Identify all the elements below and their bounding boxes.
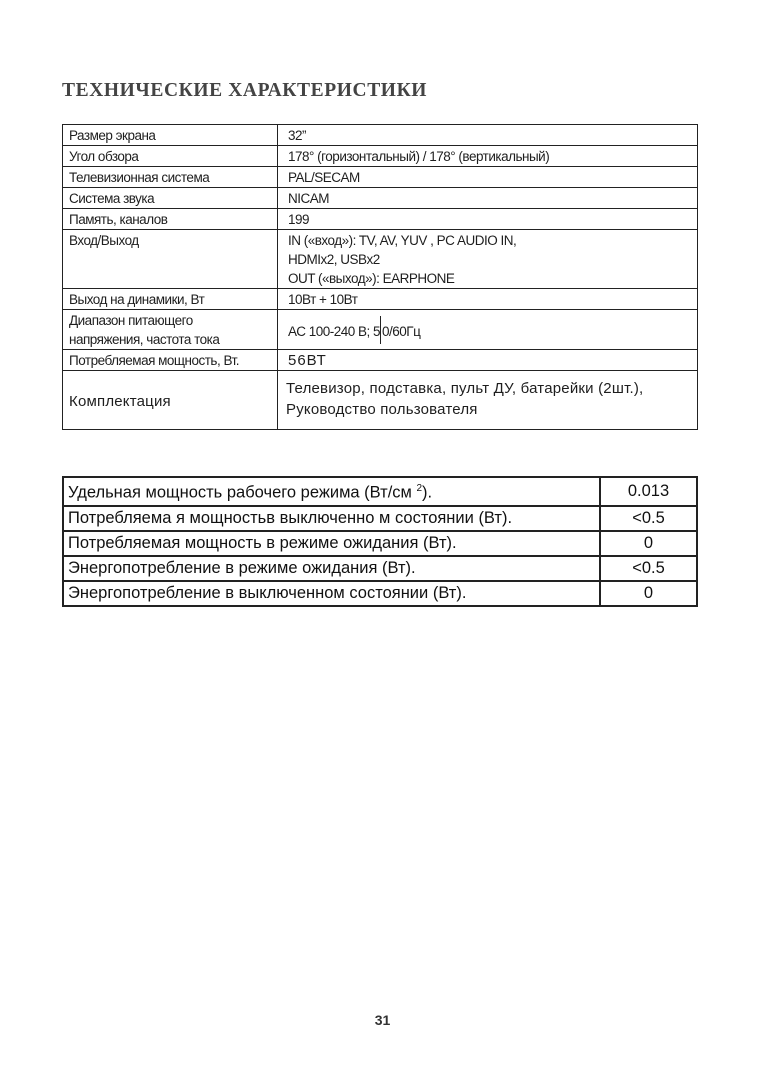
power-row bbox=[63, 581, 697, 606]
spec-value: 178° (горизонтальный) / 178° (вертикальный) bbox=[278, 146, 698, 167]
spec-value bbox=[278, 371, 698, 430]
power-row bbox=[63, 506, 697, 531]
power-value: <0.5 bbox=[600, 556, 697, 581]
spec-row-tv-system bbox=[63, 167, 698, 188]
spec-label: Потребляемая мощность, Вт. bbox=[63, 350, 278, 371]
spec-label: Память, каналов bbox=[63, 209, 278, 230]
spec-label bbox=[63, 310, 278, 350]
power-value: 0 bbox=[600, 531, 697, 556]
power-label: Потребляемая мощность в режиме ожидания (Вт). bbox=[63, 531, 600, 556]
spec-row-io bbox=[63, 230, 698, 289]
spec-row-sound-system bbox=[63, 188, 698, 209]
power-row bbox=[63, 556, 697, 581]
spec-label: Комплектация bbox=[63, 371, 278, 430]
spec-label: Система звука bbox=[63, 188, 278, 209]
power-row bbox=[63, 477, 697, 506]
power-value: 0.013 bbox=[600, 477, 697, 506]
superscript: 2 bbox=[416, 483, 423, 494]
spec-value: 199 bbox=[278, 209, 698, 230]
spec-value-line: OUT («выход»): EARPHONE bbox=[288, 271, 455, 286]
power-value: <0.5 bbox=[600, 506, 697, 531]
spec-row-package bbox=[63, 371, 698, 430]
spec-row-screen bbox=[63, 125, 698, 146]
power-label: Удельная мощность рабочего режима (Вт/см $^2$). bbox=[63, 477, 600, 506]
spec-row-power-supply bbox=[63, 310, 698, 350]
spec-row-speakers bbox=[63, 289, 698, 310]
spec-label-line: Диапазон питающего bbox=[69, 313, 193, 328]
spec-row-channels bbox=[63, 209, 698, 230]
page-title: ТЕХНИЧЕСКИЕ ХАРАКТЕРИСТИКИ bbox=[62, 80, 428, 101]
spec-row-viewing-angle bbox=[63, 146, 698, 167]
specifications-table bbox=[62, 124, 698, 430]
spec-label: Размер экрана bbox=[63, 125, 278, 146]
spec-label: Угол обзора bbox=[63, 146, 278, 167]
spec-label: Выход на динамики, Вт bbox=[63, 289, 278, 310]
page-number: 31 bbox=[374, 1012, 391, 1028]
spec-value-line: Руководство пользователя bbox=[286, 401, 478, 418]
spec-value: 56ВТ bbox=[278, 350, 698, 371]
spec-value-line: Телевизор, подставка, пульт ДУ, батарейки (2шт.), bbox=[286, 380, 644, 397]
power-row bbox=[63, 531, 697, 556]
spec-value: PAL/SECAM bbox=[278, 167, 698, 188]
spec-value bbox=[278, 230, 698, 289]
spec-value: 10Вт + 10Вт bbox=[278, 289, 698, 310]
spec-label: Телевизионная система bbox=[63, 167, 278, 188]
power-label: Энергопотребление в режиме ожидания (Вт). bbox=[63, 556, 600, 581]
spec-value-part: АС 100-240 В; 5 bbox=[288, 324, 381, 339]
spec-value-line: HDMIx2, USBx2 bbox=[288, 252, 380, 267]
divider bbox=[380, 316, 381, 344]
spec-label: Вход/Выход bbox=[63, 230, 278, 289]
spec-value: 32” bbox=[278, 125, 698, 146]
spec-value-line: IN («вход»): TV, AV, YUV , PC AUDIO IN, bbox=[288, 233, 517, 248]
power-label: Энергопотребление в выключенном состоянии (Вт). bbox=[63, 581, 600, 606]
spec-value bbox=[278, 310, 698, 350]
power-value: 0 bbox=[600, 581, 697, 606]
power-consumption-table bbox=[62, 476, 698, 607]
spec-label-line: напряжения, частота тока bbox=[69, 332, 220, 347]
power-label: Потребляема я мощностьв выключенно м состоянии (Вт). bbox=[63, 506, 600, 531]
spec-value: NICAM bbox=[278, 188, 698, 209]
spec-row-power-consumption bbox=[63, 350, 698, 371]
spec-value-part: 0/60Гц bbox=[382, 324, 421, 339]
